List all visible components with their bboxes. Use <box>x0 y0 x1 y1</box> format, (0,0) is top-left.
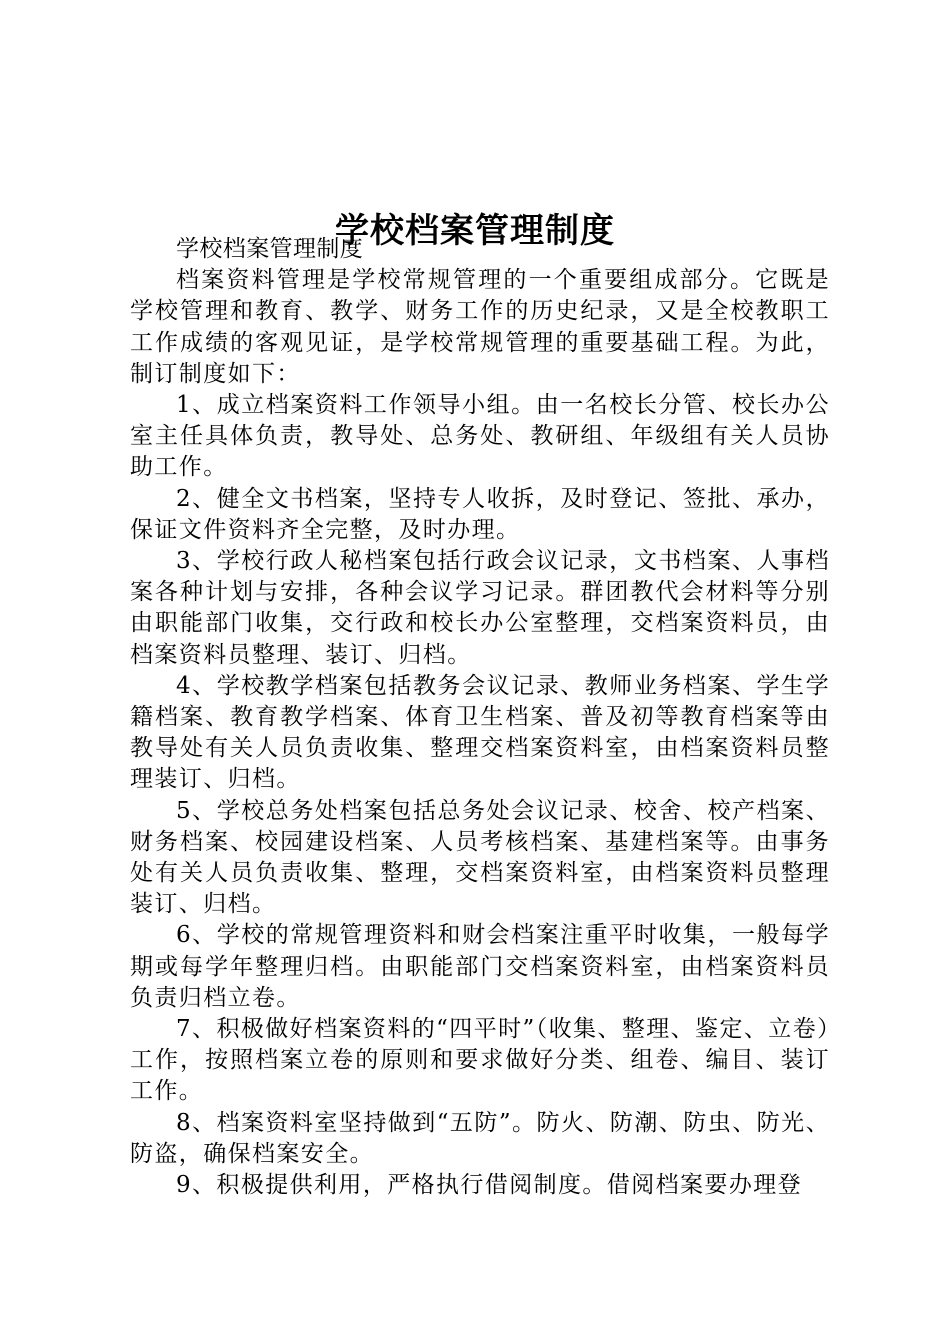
paragraph-item-3: 3、学校行政人秘档案包括行政会议记录，文书档案、人事档案各种计划与安排，各种会议学习记录。群团教代会材料等分别由职能部门收集，交行政和校长办公室整理，交档案资料员，由档案资料员整理、装订、归档。 <box>130 548 830 668</box>
paragraph-item-8: 8、档案资料室坚持做到“五防”。防火、防潮、防虫、防光、防盗，确保档案安全。 <box>130 1109 830 1167</box>
paragraph-item-7: 7、积极做好档案资料的“四平时”（收集、整理、鉴定、立卷）工作，按照档案立卷的原则和要求做好分类、组卷、编目、装订工作。 <box>130 1016 830 1105</box>
paragraph-item-5: 5、学校总务处档案包括总务处会议记录、校舍、校产档案、财务档案、校园建设档案、人员考核档案、基建档案等。由事务处有关人员负责收集、整理，交档案资料室，由档案资料员整理装订、归档。 <box>130 797 830 918</box>
paragraph-intro: 档案资料管理是学校常规管理的一个重要组成部分。它既是学校管理和教育、教学、财务工作的历史纪录，又是全校教职工工作成绩的客观见证，是学校常规管理的重要基础工程。为此，制订制度如下： <box>130 267 830 387</box>
document-subtitle: 学校档案管理制度 <box>176 236 364 262</box>
paragraph-item-1: 1、成立档案资料工作领导小组。由一名校长分管、校长办公室主任具体负责，教导处、总务处、教研组、年级组有关人员协助工作。 <box>130 392 830 481</box>
document-title: 学校档案管理制度 <box>335 210 615 251</box>
paragraph-item-2: 2、健全文书档案，坚持专人收拆，及时登记、签批、承办，保证文件资料齐全完整，及时办理。 <box>130 485 830 543</box>
paragraph-item-4: 4、学校教学档案包括教务会议记录、教师业务档案、学生学籍档案、教育教学档案、体育卫生档案、普及初等教育档案等由教导处有关人员负责收集、整理交档案资料室，由档案资料员整理装订、归档。 <box>130 672 830 793</box>
paragraph-item-9: 9、积极提供利用，严格执行借阅制度。借阅档案要办理登 <box>176 1172 803 1199</box>
paragraph-item-6: 6、学校的常规管理资料和财会档案注重平时收集，一般每学期或每学年整理归档。由职能部门交档案资料室，由档案资料员负责归档立卷。 <box>130 922 830 1011</box>
document-body <box>130 234 830 1201</box>
